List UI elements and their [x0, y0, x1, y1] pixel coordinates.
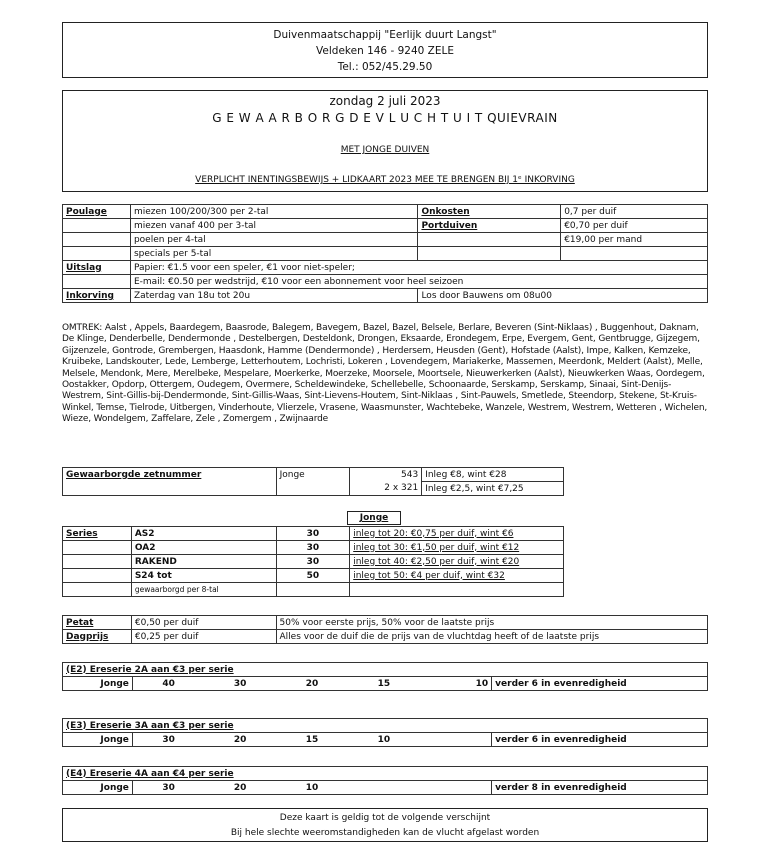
e4-title: (E4) Ereserie 4A aan €4 per serie — [63, 767, 708, 781]
e3-category: Jonge — [63, 733, 133, 747]
zetnummer-category: Jonge — [276, 468, 350, 482]
zetnummer-value: 2 x 321 — [350, 482, 422, 496]
club-name: Duivenmaatschappij "Eerlijk duurt Langst" — [273, 29, 497, 41]
e4-category: Jonge — [63, 781, 133, 795]
e2-value: 20 — [276, 677, 348, 691]
series-desc: inleg tot 20: €0,75 per duif, wint €6 — [350, 527, 564, 541]
series-label: Series — [63, 527, 132, 541]
los-value: Los door Bauwens om 08u00 — [418, 289, 708, 303]
e3-value: 15 — [276, 733, 348, 747]
omtrek-text: OMTREK: Aalst , Appels, Baardegem, Baasrode, Balegem, Bavegem, Bazel, Bazel, Belsele, Berlare, Beveren (Sint-Niklaas) , Buggenhout, Daknam, De Klinge, Denderbelle, Dendermonde , Destelbergen, Desteldonk, Drongen, Eksaarde, Erondegem, Erpe, Evergem, Gent, Gentbrugge, Gijzegem, Gijzenzele, Gontrode, Grembergen, Haasdonk, Hamme (Dendermonde) , Herdersem, Heusden (Gent), Hofstade (Aalst), Impe, Kalken, Kemzeke, Kruibeke, Landskouter, Lede, Lemberge, Letterhoutem, Lochristi, Lokeren , Lovendegem, Mariakerke, Massemen, Meerdonk, Meldert (Aalst), Melle, Melsele, Mendonk, Mere, Merelbeke, Mespelare, Moerkerke, Moerzeke, Moorsele, Moortsele, Nieuwerkerken (Aalst), Nieuwkerken Waas, Oordegem, Oostakker, Opdorp, Ottergem, Oudegem, Overmere, Scheldewindeke, Schellebelle, Schoonaarde, Serskamp, Serskamp, Sinaai, Sint-Denijs-Westrem, Sint-Gillis-bij-Dendermonde, Sint-Gillis-Waas, Sint-Lievens-Houtem, Sint-Niklaas , Sint-Pauwels, Smetlede, Steendorp, Stekene, St-Kruis-Winkel, Temse, Tielrode, Uitbergen, Vinderhoute, Vlierzele, Vrasene, Waasmunster, Wachtebeke, Wanzele, Westrem, Westrem, Wetteren , Wichelen, Wieze, Wondelgem, Zaffelare, Zele , Zomergem , Zwijnaarde — [62, 323, 708, 425]
series-row — [63, 527, 564, 541]
portduiven-value: €0,70 per duif — [561, 219, 708, 233]
e3-table — [62, 718, 708, 747]
e2-value: 30 — [204, 677, 276, 691]
series-name: RAKEND — [131, 555, 276, 569]
onkosten-label: Onkosten — [418, 205, 561, 219]
dagprijs-desc: Alles voor de duif die de prijs van de vluchtdag heeft of de laatste prijs — [276, 630, 707, 644]
e3-value: 10 — [348, 733, 420, 747]
e4-note: verder 8 in evenredigheid — [492, 781, 708, 795]
club-phone: Tel.: 052/45.29.50 — [337, 61, 433, 73]
series-header: Jonge — [347, 511, 401, 525]
e4-value: 30 — [132, 781, 204, 795]
series-row — [63, 541, 564, 555]
club-header — [62, 22, 708, 78]
series-num: 50 — [276, 569, 350, 583]
zetnummer-table — [62, 467, 564, 496]
e2-value: 40 — [132, 677, 204, 691]
petat-label: Petat — [63, 616, 132, 630]
e4-table — [62, 766, 708, 795]
series-footnote: gewaarborgd per 8-tal — [131, 583, 276, 597]
e4-value: 20 — [204, 781, 276, 795]
series-num: 30 — [276, 541, 350, 555]
uitslag-row: Papier: €1.5 voor een speler, €1 voor niet-speler; — [130, 261, 707, 275]
petat-price: €0,50 per duif — [131, 616, 276, 630]
e2-note: verder 6 in evenredigheid — [492, 677, 708, 691]
zetnummer-desc: Inleg €8, wint €28 — [422, 468, 564, 482]
zetnummer-label: Gewaarborgde zetnummer — [63, 468, 277, 482]
e2-value: 10 — [420, 677, 492, 691]
flight-title: G E W A A R B O R G D E V L U C H T U I T QUIEVRAIN — [212, 111, 558, 125]
poulage-row: poelen per 4-tal — [130, 233, 418, 247]
onkosten-value: 0,7 per duif — [561, 205, 708, 219]
e2-title: (E2) Ereserie 2A aan €3 per serie — [63, 663, 708, 677]
e2-table — [62, 662, 708, 691]
e3-note: verder 6 in evenredigheid — [492, 733, 708, 747]
e3-value: 20 — [204, 733, 276, 747]
petat-desc: 50% voor eerste prijs, 50% voor de laatste prijs — [276, 616, 707, 630]
e3-value: 30 — [132, 733, 204, 747]
series-table — [62, 526, 564, 597]
portduiven-value: €19,00 per mand — [561, 233, 708, 247]
series-name: S24 tot — [131, 569, 276, 583]
dagprijs-label: Dagprijs — [63, 630, 132, 644]
uitslag-label: Uitslag — [63, 261, 131, 275]
flight-subtitle: MET JONGE DUIVEN — [340, 145, 430, 155]
series-desc: inleg tot 50: €4 per duif, wint €32 — [350, 569, 564, 583]
e2-category: Jonge — [63, 677, 133, 691]
info-table — [62, 204, 708, 303]
series-name: AS2 — [131, 527, 276, 541]
footer-line: Bij hele slechte weeromstandigheden kan de vlucht afgelast worden — [230, 828, 540, 838]
e4-value: 10 — [276, 781, 348, 795]
uitslag-row: E-mail: €0.50 per wedstrijd, €10 voor een abonnement voor heel seizoen — [130, 275, 707, 289]
zetnummer-value: 543 — [350, 468, 422, 482]
e3-title: (E3) Ereserie 3A aan €3 per serie — [63, 719, 708, 733]
inkorving-label: Inkorving — [63, 289, 131, 303]
flight-header — [62, 90, 708, 192]
zetnummer-desc: Inleg €2,5, wint €7,25 — [422, 482, 564, 496]
dagprijs-price: €0,25 per duif — [131, 630, 276, 644]
poulage-row: miezen 100/200/300 per 2-tal — [130, 205, 418, 219]
inkorving-value: Zaterdag van 18u tot 20u — [130, 289, 418, 303]
footer-line: Deze kaart is geldig tot de volgende verschijnt — [279, 813, 491, 823]
petat-table — [62, 615, 708, 644]
club-address: Veldeken 146 - 9240 ZELE — [316, 45, 454, 57]
poulage-row: specials per 5-tal — [130, 247, 418, 261]
footer-box — [62, 808, 708, 842]
e2-value: 15 — [348, 677, 420, 691]
flight-date: zondag 2 juli 2023 — [329, 94, 441, 108]
series-num: 30 — [276, 527, 350, 541]
series-name: OA2 — [131, 541, 276, 555]
series-row — [63, 569, 564, 583]
portduiven-label: Portduiven — [418, 219, 561, 233]
poulage-row: miezen vanaf 400 per 3-tal — [130, 219, 418, 233]
series-desc: inleg tot 40: €2,50 per duif, wint €20 — [350, 555, 564, 569]
series-num: 30 — [276, 555, 350, 569]
series-row — [63, 555, 564, 569]
series-desc: inleg tot 30: €1,50 per duif, wint €12 — [350, 541, 564, 555]
flight-notice: VERPLICHT INENTINGSBEWIJS + LIDKAART 2023 MEE TE BRENGEN BIJ 1ᵉ INKORVING — [195, 175, 575, 185]
poulage-label: Poulage — [63, 205, 131, 219]
